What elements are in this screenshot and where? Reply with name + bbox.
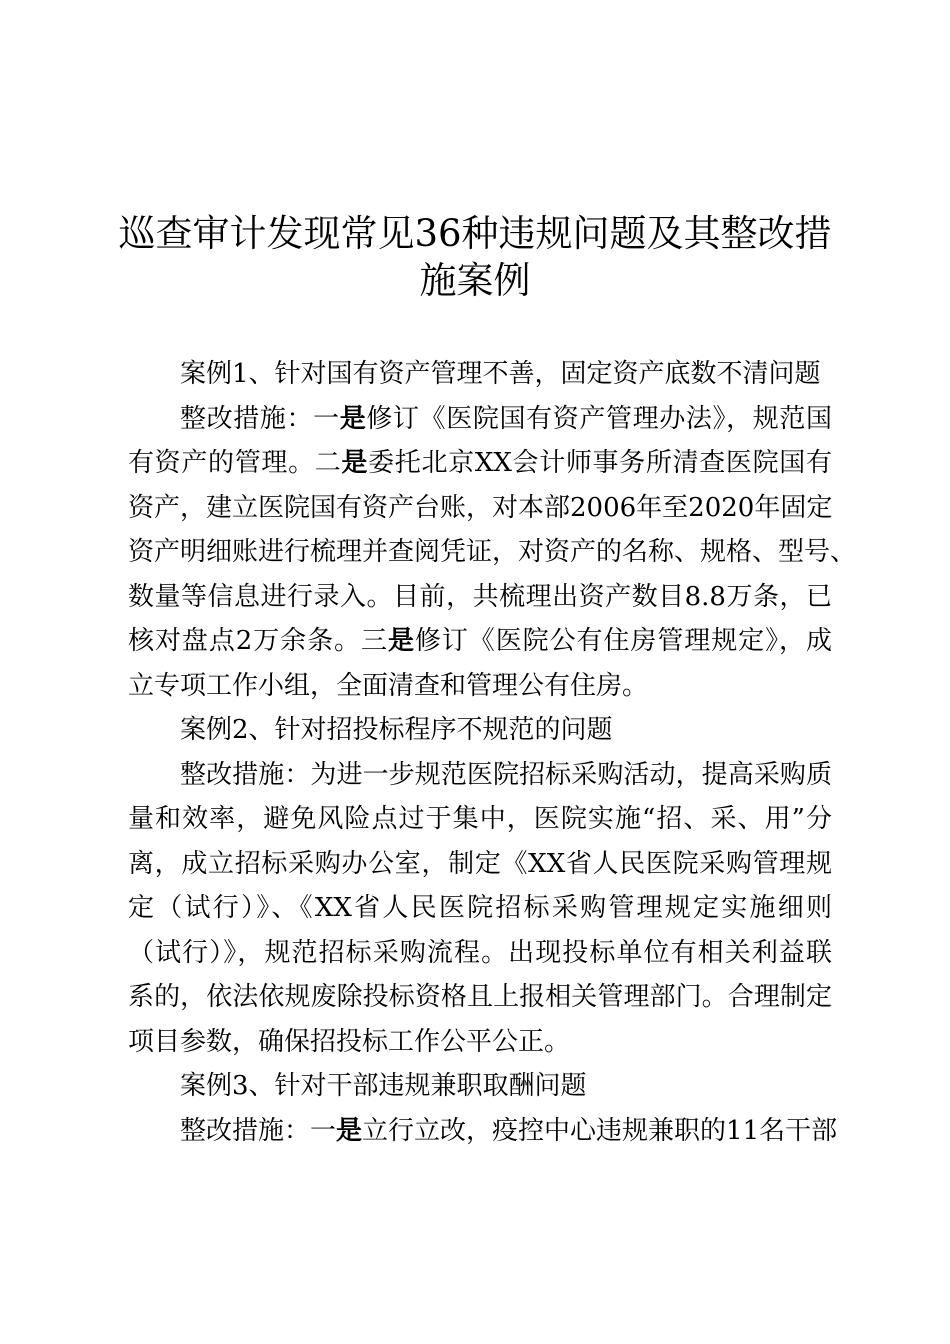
text-run: 修订《医院公有住房管理规定》，成 (414, 626, 832, 656)
text-run: 核对盘点2万余条。三 (128, 626, 388, 656)
case-1-paragraph-line: 资产，建立医院国有资产台账，对本部2006年至2020年固定 (128, 492, 833, 523)
case-3-heading: 案例3、针对干部违规兼职取酬问题 (180, 1071, 587, 1101)
case-1-paragraph-line (128, 397, 832, 442)
case-2-paragraph-line: 系的，依法依规废除投标资格且上报相关管理部门。合理制定 (128, 982, 832, 1012)
case-1-paragraph-line (128, 619, 832, 664)
case-1-paragraph-line: 资产明细账进行梳理并查阅凭证，对资产的名称、规格、型号、 (128, 537, 857, 567)
text-run: 立行立改，疫控中心违规兼职的11名干部 (362, 1115, 838, 1146)
document-body (128, 352, 857, 1153)
document-title (110, 210, 840, 304)
text-run: 修订《医院国有资产管理办法》，规范国 (366, 403, 832, 434)
case-2-paragraph-line: 定（试行）》、《XX省人民医院招标采购管理规定实施细则 (128, 893, 832, 923)
bold-run: 是 (341, 448, 369, 478)
bold-run: 是 (339, 403, 367, 434)
case-2-paragraph-line: （试行）》，规范招标采购流程。出现投标单位有相关利益联 (128, 937, 832, 968)
case-2-paragraph-line: 量和效率，避免风险点过于集中，医院实施“招、采、用”分 (128, 804, 832, 834)
title-line-2: 施案例 (419, 259, 531, 302)
case-2-paragraph-line: 项目参数，确保招投标工作公平公正。 (128, 1026, 571, 1057)
case-1-heading: 案例1、针对国有资产管理不善，固定资产底数不清问题 (180, 359, 821, 389)
text-run: 整改措施：一 (180, 1115, 337, 1146)
case-1-paragraph-line: 数量等信息进行录入。目前，共梳理出资产数目8.8万条，已 (128, 581, 832, 612)
case-3-paragraph-line (128, 1109, 838, 1154)
text-run: 整改措施：一 (180, 403, 340, 434)
case-2-paragraph-line: 整改措施：为进一步规范医院招标采购活动，提高采购质 (180, 759, 832, 790)
bold-run: 是 (387, 626, 415, 656)
bold-run: 是 (336, 1115, 363, 1146)
text-run: 委托北京XX会计师事务所清查医院国有 (368, 448, 832, 478)
text-run: 有资产的管理。二 (128, 448, 342, 478)
case-2-paragraph-line: 离，成立招标采购办公室，制定《XX省人民医院采购管理规 (128, 848, 832, 879)
case-2-heading: 案例2、针对招投标程序不规范的问题 (180, 715, 613, 745)
title-line-1: 巡查审计发现常见36种违规问题及其整改措 (118, 212, 832, 255)
case-1-paragraph-line: 立专项工作小组，全面清查和管理公有住房。 (128, 670, 649, 701)
case-1-paragraph-line (128, 441, 832, 486)
